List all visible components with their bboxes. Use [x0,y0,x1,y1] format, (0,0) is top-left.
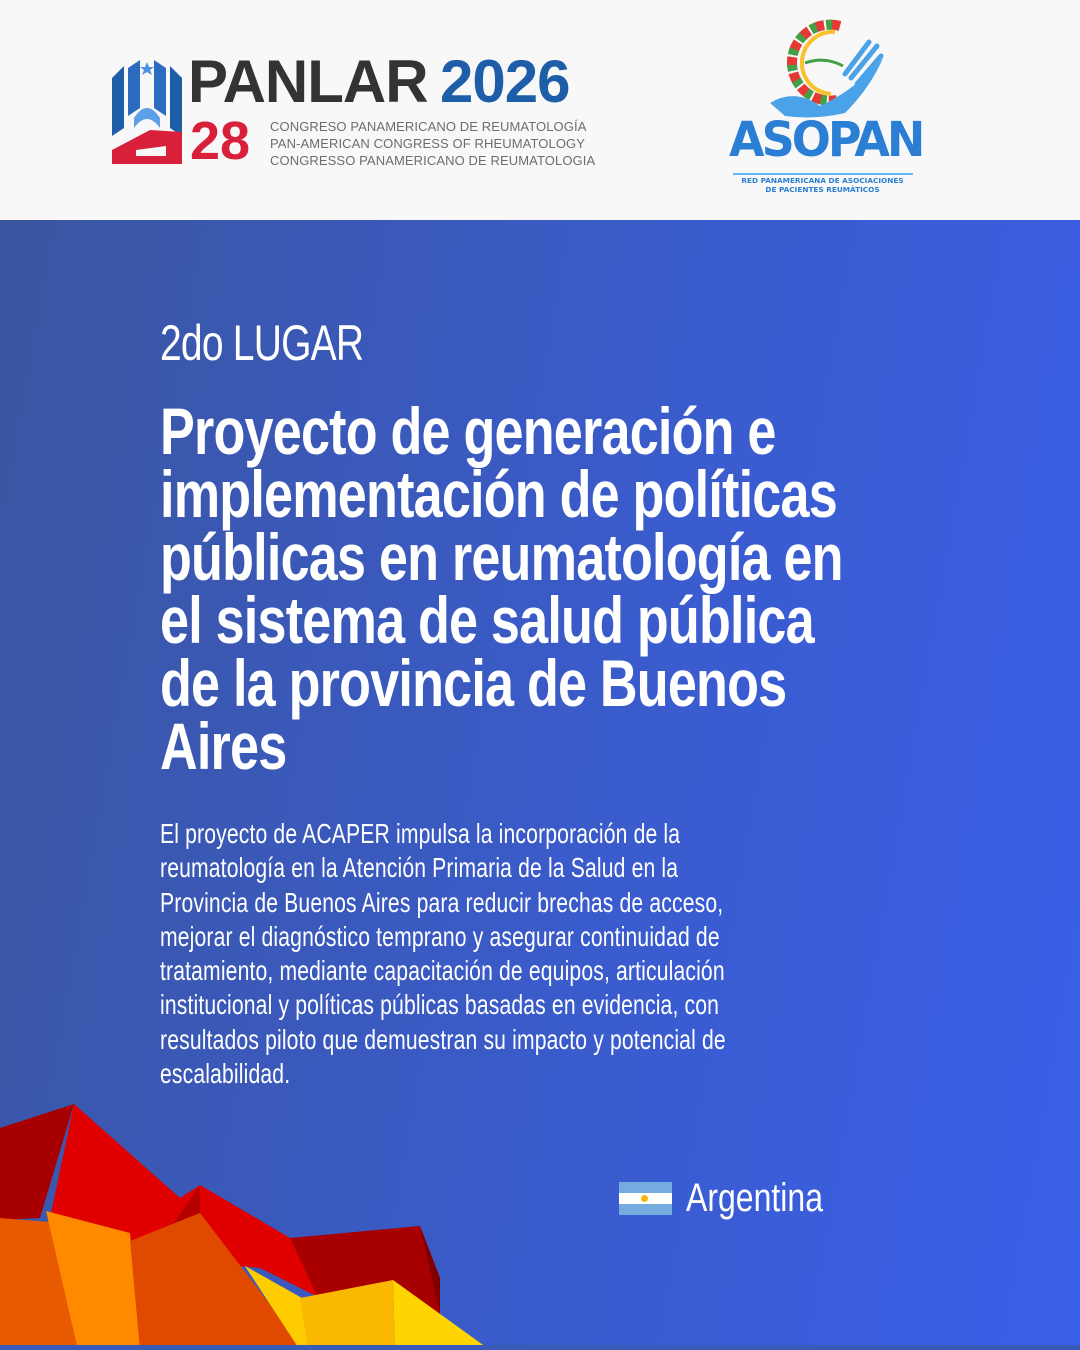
main-panel [0,220,1080,1350]
place-label: 2do LUGAR [160,315,364,371]
panlar-wordmark: PANLAR [188,48,428,115]
panlar-subtitle-pt: CONGRESSO PANAMERICANO DE REUMATOLOGIA [270,153,596,168]
description-line: El proyecto de ACAPER impulsa la incorporación de la [160,818,681,849]
asopan-tagline-line-2: DE PACIENTES REUMÁTICOS [765,185,880,194]
panlar-logo [110,48,596,171]
mountains-decoration [0,1098,500,1350]
description-line: resultados piloto que demuestran su impacto y potencial de [160,1023,726,1055]
project-description [160,817,870,1091]
header [0,0,1080,220]
country-name: Argentina [686,1176,823,1220]
asopan-logo [725,18,923,198]
asopan-wordmark: ASOPAN [729,110,923,168]
panlar-subtitle [270,118,595,169]
title-line: Proyecto de generación e [160,394,776,468]
title-line: el sistema de salud pública [160,583,814,657]
argentina-flag-icon [619,1182,672,1215]
description-line: mejorar el diagnóstico temprano y asegurar continuidad de [160,920,720,952]
title-line: de la provincia de Buenos [160,646,787,720]
panlar-subtitle-en: PAN-AMERICAN CONGRESS OF RHEUMATOLOGY [270,136,586,151]
project-title [160,394,887,783]
title-line: públicas en reumatología en [160,520,843,594]
asopan-tagline-line-1: RED PANAMERICANA DE ASOCIACIONES [741,176,904,185]
panlar-edition: 28 [190,111,251,171]
panlar-subtitle-es: CONGRESO PANAMERICANO DE REUMATOLOGÍA [270,119,587,134]
panlar-year: 2026 [440,48,570,115]
description-line: reumatología en la Atención Primaria de la Salud en la [160,852,679,884]
asopan-tagline [725,176,920,194]
panlar-emblem-icon [110,58,184,166]
description-line: institucional y políticas públicas basadas en evidencia, con [160,989,720,1021]
description-line: escalabilidad. [160,1058,291,1090]
sun-of-may-icon [641,1195,648,1202]
description-line: tratamiento, mediante capacitación de equipos, articulación [160,955,725,987]
description-line: Provincia de Buenos Aires para reducir brechas de acceso, [160,886,724,918]
country-badge [619,1178,857,1218]
asopan-divider [733,173,913,175]
title-line: implementación de políticas [160,457,837,531]
bottom-strip [0,1345,1080,1350]
title-line: Aires [160,709,287,783]
